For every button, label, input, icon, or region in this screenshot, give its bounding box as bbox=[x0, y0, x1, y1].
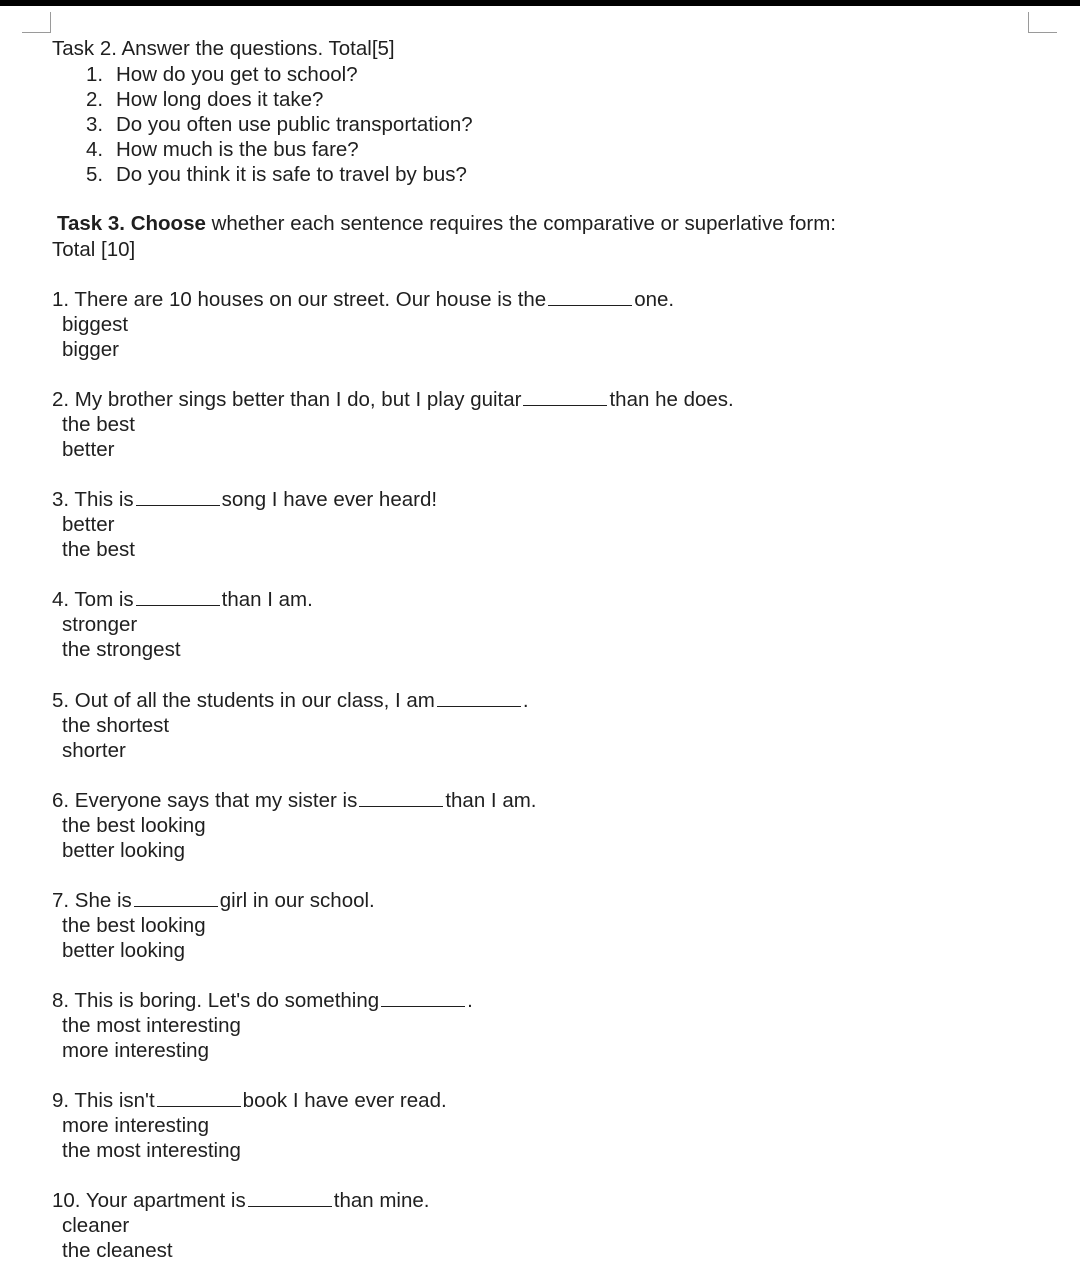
answer-option: better bbox=[62, 513, 115, 536]
sentence-after: book I have ever read. bbox=[242, 1089, 447, 1112]
sentence-before: 3. This is bbox=[52, 488, 134, 511]
sentence-after: song I have ever heard! bbox=[221, 488, 438, 511]
sentence-before: 10. Your apartment is bbox=[52, 1189, 246, 1212]
answer-option: the best looking bbox=[62, 814, 206, 837]
sentence-before: 2. My brother sings better than I do, but I play guitar bbox=[52, 388, 522, 411]
sentence-after: than he does. bbox=[609, 388, 734, 411]
top-border bbox=[0, 0, 1080, 6]
answer-option: cleaner bbox=[62, 1214, 130, 1237]
sentence-before: 8. This is boring. Let's do something bbox=[52, 989, 380, 1012]
question-number: 3. bbox=[86, 113, 104, 136]
sentence-after: . bbox=[522, 689, 529, 712]
sentence-before: 9. This isn't bbox=[52, 1089, 155, 1112]
task2-question bbox=[86, 112, 473, 137]
question-text: How much is the bus fare? bbox=[116, 138, 359, 161]
answer-option: better looking bbox=[62, 939, 186, 962]
exercise-sentence bbox=[52, 788, 537, 813]
sentence-after: than mine. bbox=[333, 1189, 430, 1212]
task2-title: Task 2. Answer the questions. Total[5] bbox=[52, 37, 395, 60]
answer-option: the most interesting bbox=[62, 1014, 241, 1037]
answer-option: bigger bbox=[62, 338, 119, 361]
answer-blank bbox=[248, 1205, 332, 1207]
answer-option: the shortest bbox=[62, 714, 170, 737]
sentence-after: one. bbox=[634, 288, 675, 311]
task3-title-rest: whether each sentence requires the comparative or superlative form: bbox=[205, 212, 836, 235]
answer-option: shorter bbox=[62, 739, 126, 762]
page-corner-mark-right bbox=[1028, 12, 1057, 33]
task3-total: Total [10] bbox=[52, 238, 136, 261]
answer-blank bbox=[157, 1105, 241, 1107]
exercise-sentence bbox=[52, 688, 529, 713]
task2-question bbox=[86, 137, 359, 162]
answer-blank bbox=[437, 705, 521, 707]
task2-question bbox=[86, 62, 358, 87]
question-text: How long does it take? bbox=[116, 88, 324, 111]
sentence-after: girl in our school. bbox=[219, 889, 375, 912]
answer-option: the best bbox=[62, 413, 135, 436]
answer-blank bbox=[381, 1005, 465, 1007]
task3-title-bold: Task 3. Choose bbox=[57, 212, 206, 235]
page-corner-mark-left bbox=[22, 12, 51, 33]
sentence-before: 5. Out of all the students in our class, I am bbox=[52, 689, 435, 712]
answer-option: more interesting bbox=[62, 1039, 209, 1062]
sentence-before: 1. There are 10 houses on our street. Our house is the bbox=[52, 288, 547, 311]
exercise-sentence bbox=[52, 487, 437, 512]
exercise-sentence bbox=[52, 387, 734, 412]
answer-option: the strongest bbox=[62, 638, 181, 661]
answer-option: the best looking bbox=[62, 914, 206, 937]
sentence-before: 7. She is bbox=[52, 889, 132, 912]
exercise-sentence bbox=[52, 287, 674, 312]
exercise-sentence bbox=[52, 587, 313, 612]
answer-option: biggest bbox=[62, 313, 129, 336]
answer-option: stronger bbox=[62, 613, 138, 636]
question-number: 2. bbox=[86, 88, 104, 111]
answer-blank bbox=[136, 604, 220, 606]
sentence-before: 6. Everyone says that my sister is bbox=[52, 789, 358, 812]
question-text: How do you get to school? bbox=[116, 63, 358, 86]
question-text: Do you often use public transportation? bbox=[116, 113, 473, 136]
answer-blank bbox=[136, 504, 220, 506]
sentence-before: 4. Tom is bbox=[52, 588, 134, 611]
exercise-sentence bbox=[52, 888, 375, 913]
question-number: 4. bbox=[86, 138, 104, 161]
task2-question bbox=[86, 162, 467, 187]
exercise-sentence bbox=[52, 988, 473, 1013]
exercise-sentence bbox=[52, 1188, 429, 1213]
answer-option: more interesting bbox=[62, 1114, 209, 1137]
answer-option: the cleanest bbox=[62, 1239, 173, 1262]
task2-question bbox=[86, 87, 323, 112]
task3-title bbox=[57, 211, 836, 236]
sentence-after: than I am. bbox=[445, 789, 537, 812]
answer-blank bbox=[548, 304, 632, 306]
question-number: 5. bbox=[86, 163, 104, 186]
answer-blank bbox=[523, 404, 607, 406]
answer-blank bbox=[134, 905, 218, 907]
sentence-after: . bbox=[467, 989, 473, 1012]
answer-option: better looking bbox=[62, 839, 186, 862]
exercise-sentence bbox=[52, 1088, 447, 1113]
answer-option: better bbox=[62, 438, 115, 461]
answer-blank bbox=[359, 805, 443, 807]
answer-option: the best bbox=[62, 538, 135, 561]
sentence-after: than I am. bbox=[221, 588, 313, 611]
answer-option: the most interesting bbox=[62, 1139, 241, 1162]
question-text: Do you think it is safe to travel by bus? bbox=[116, 163, 467, 186]
question-number: 1. bbox=[86, 63, 104, 86]
